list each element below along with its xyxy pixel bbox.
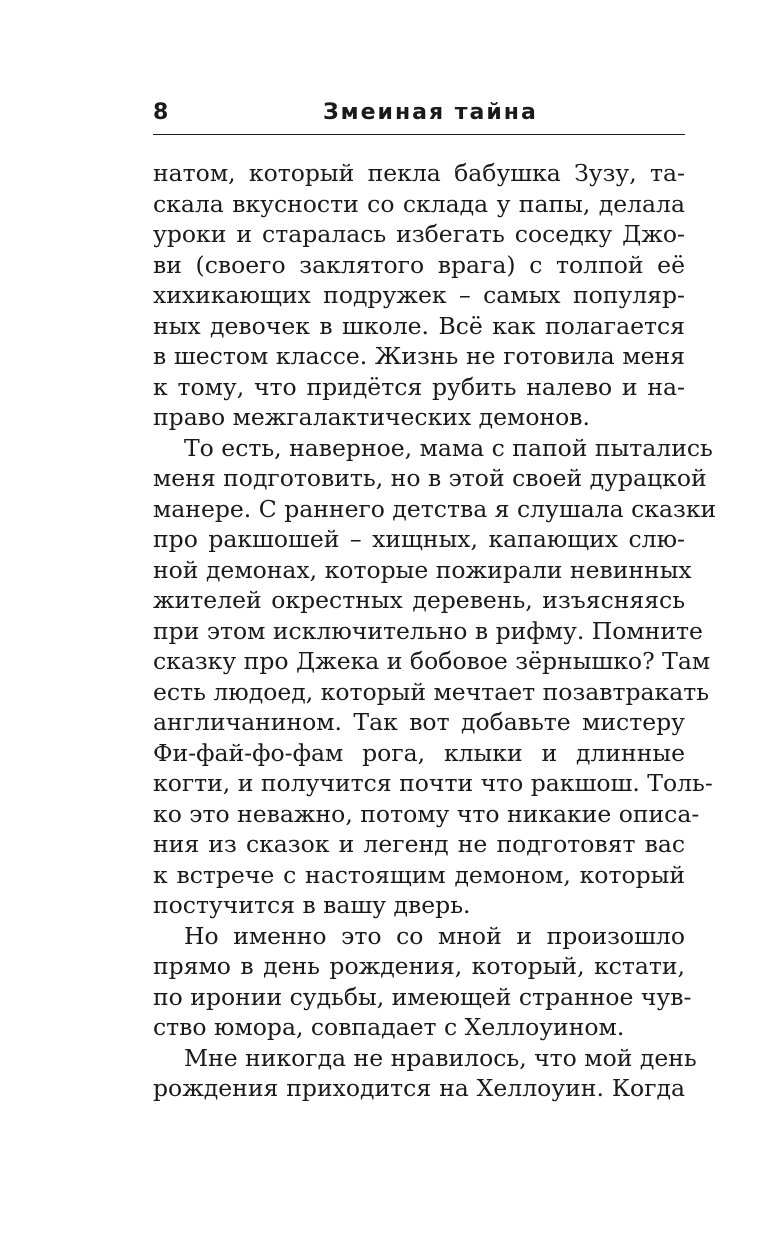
text-line: ной демонах, которые пожирали невинных — [153, 555, 692, 584]
text-line: скала вкусности со склада у папы, делала — [153, 189, 685, 218]
text-line: манере. С раннего детства я слушала сказки — [153, 494, 717, 523]
paragraph-start-line: Мне никогда не нравилось, что мой день — [184, 1043, 697, 1072]
text-line: ко это неважно, потому что никакие описа- — [153, 799, 700, 828]
text-line: рождения приходится на Хеллоуин. Когда — [153, 1074, 685, 1102]
text-line: уроки и старалась избегать соседку Джо- — [153, 220, 685, 248]
paragraph-start-line: То есть, наверное, мама с папой пытались — [184, 433, 713, 462]
text-line: по иронии судьбы, имеющей странное чув- — [153, 982, 692, 1011]
book-title: Змеиная тайна — [323, 100, 538, 125]
text-line: в шестом классе. Жизнь не готовила меня — [153, 342, 685, 370]
text-line: к встрече с настоящим демоном, который — [153, 860, 685, 889]
paragraph-end-line: постучится в вашу дверь. — [153, 891, 471, 919]
text-line: при этом исключительно в рифму. Помните — [153, 616, 703, 645]
text-line: к тому, что придётся рубить налево и на- — [153, 372, 685, 401]
text-line: есть людоед, который мечтает позавтракать — [153, 677, 710, 706]
text-line: сказку про Джека и бобовое зёрнышко? Там — [153, 647, 711, 675]
text-line: меня подготовить, но в этой своей дурацкой — [153, 464, 707, 492]
text-line: натом, который пекла бабушка Зузу, та- — [153, 159, 685, 187]
paragraph-end-line: ство юмора, совпадает с Хеллоуином. — [153, 1013, 625, 1041]
text-line: жителей окрестных деревень, изъясняясь — [153, 586, 685, 614]
paragraph-start-line: Но именно это со мной и произошло — [184, 921, 685, 950]
text-line: англичанином. Так вот добавьте мистеру — [153, 708, 685, 736]
text-line: про ракшошей – хищных, капающих слю- — [153, 525, 685, 553]
page-number: 8 — [153, 100, 169, 125]
text-line: Фи-фай-фо-фам рога, клыки и длинные — [153, 738, 685, 767]
text-line: ви (своего заклятого врага) с толпой её — [153, 250, 685, 279]
body-text — [153, 158, 717, 1104]
paragraph-end-line: право межгалактических демонов. — [153, 403, 590, 431]
text-line: ных девочек в школе. Всё как полагается — [153, 311, 685, 340]
text-line: когти, и получится почти что ракшош. Толь- — [153, 769, 713, 797]
text-line: ния из сказок и легенд не подготовят вас — [153, 830, 685, 858]
text-line: прямо в день рождения, который, кстати, — [153, 952, 685, 980]
running-header — [153, 98, 685, 135]
text-line: хихикающих подружек – самых популяр- — [153, 281, 685, 309]
